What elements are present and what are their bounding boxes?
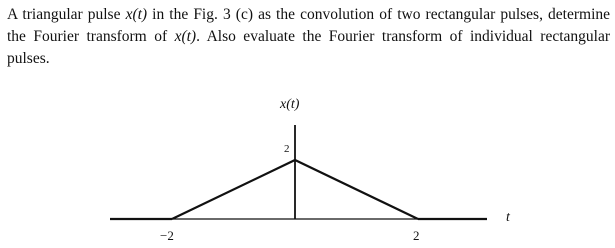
signal-symbol: x(t) (174, 28, 197, 45)
x-axis-label: t (506, 210, 510, 225)
tick-label-right: 2 (413, 228, 420, 243)
peak-value-label: 2 (284, 143, 290, 155)
question-part-1: A triangular pulse (7, 6, 126, 23)
question-part-2: in the Fig. 3 (c) as the convolution of two rectangular pulses, determine the Fourier transform of (7, 6, 610, 45)
question-part-3: . Also evaluate the Fourier transform of individual rectangular pulses. (7, 28, 610, 67)
tick-label-left: −2 (160, 228, 174, 243)
signal-symbol: x(t) (125, 6, 148, 23)
y-axis-label: x(t) (280, 97, 300, 112)
